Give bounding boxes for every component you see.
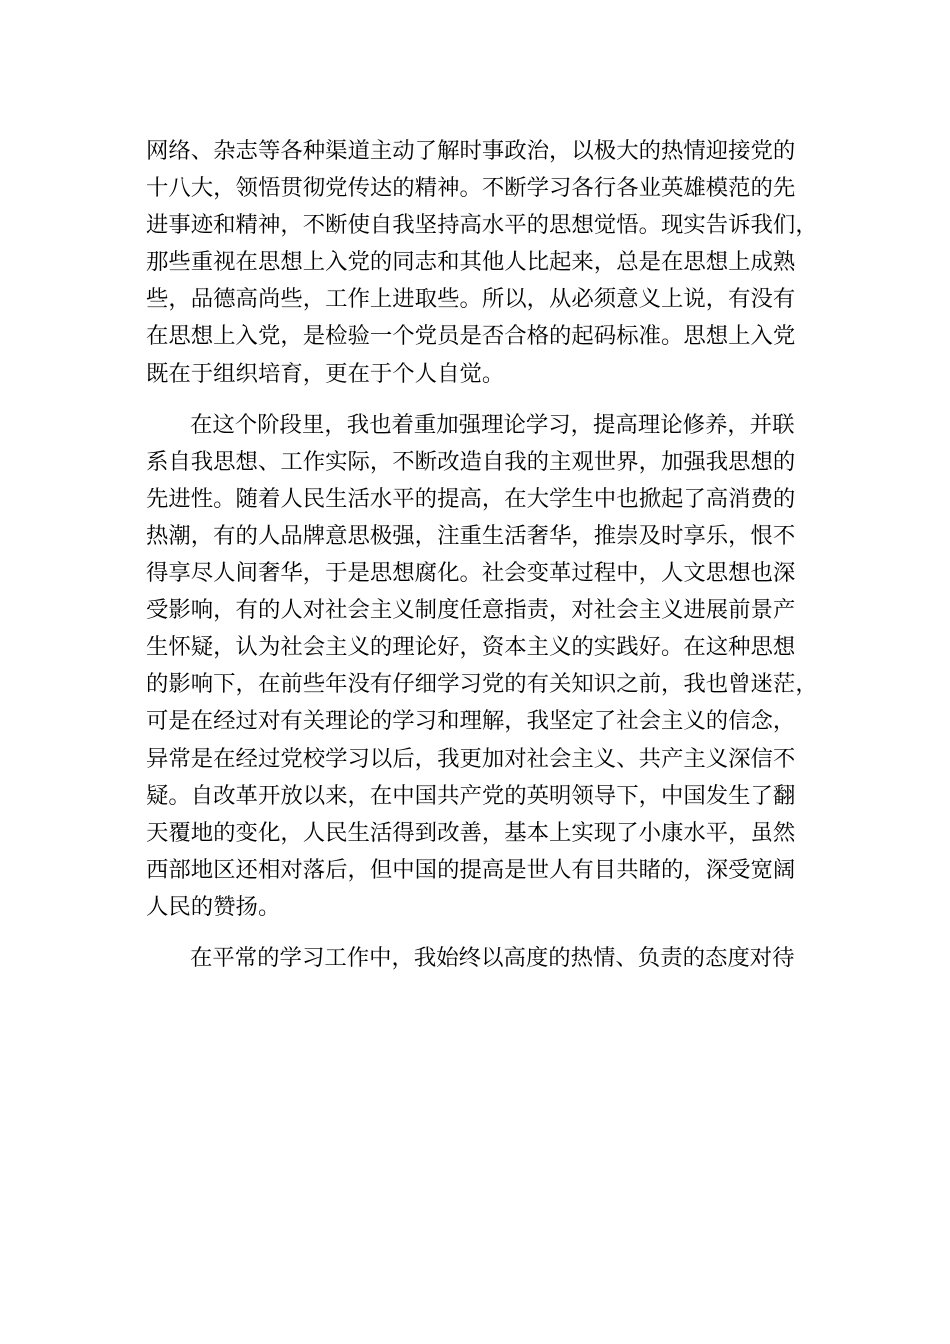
text-line: 天覆地的变化，人民生活得到改善，基本上实现了小康水平，虽然 [146, 819, 796, 846]
text-line: 在思想上入党，是检验一个党员是否合格的起码标准。思想上入党 [146, 323, 796, 350]
text-line: 既在于组织培育，更在于个人自觉。 [146, 360, 505, 387]
text-line: 异常是在经过党校学习以后，我更加对社会主义、共产主义深信不 [146, 745, 796, 772]
text-line: 在平常的学习工作中，我始终以高度的热情、负责的态度对待 [190, 944, 795, 971]
paragraph-3 [146, 940, 821, 977]
text-line: 十八大，领悟贯彻党传达的精神。不断学习各行各业英雄模范的先 [146, 175, 796, 202]
text-line: 得享尽人间奢华，于是思想腐化。社会变革过程中，人文思想也深 [146, 560, 796, 587]
text-line: 先进性。随着人民生活水平的提高，在大学生中也掀起了高消费的 [146, 485, 796, 512]
text-line: 疑。自改革开放以来，在中国共产党的英明领导下，中国发生了翻 [146, 782, 796, 809]
paragraph-gap [146, 393, 821, 407]
paragraph-2 [146, 407, 821, 926]
text-line: 网络、杂志等各种渠道主动了解时事政治，以极大的热情迎接党的 [146, 138, 796, 164]
text-line: 人民的赞扬。 [146, 893, 281, 920]
paragraph-gap [146, 926, 821, 940]
document-body [146, 133, 821, 977]
text-line: 系自我思想、工作实际，不断改造自我的主观世界，加强我思想的 [146, 448, 796, 475]
text-line: 在这个阶段里，我也着重加强理论学习，提高理论修养，并联 [190, 411, 795, 438]
text-line: 那些重视在思想上入党的同志和其他人比起来，总是在思想上成熟 [146, 249, 796, 276]
text-line: 西部地区还相对落后，但中国的提高是世人有目共睹的，深受宽阔 [146, 856, 796, 883]
text-line: 受影响，有的人对社会主义制度任意指责，对社会主义进展前景产 [146, 597, 796, 624]
text-line: 些，品德高尚些，工作上进取些。所以，从必须意义上说，有没有 [146, 286, 796, 313]
text-line: 生怀疑，认为社会主义的理论好，资本主义的实践好。在这种思想 [146, 634, 796, 661]
text-line: 的影响下，在前些年没有仔细学习党的有关知识之前，我也曾迷茫， [146, 671, 818, 698]
paragraph-1 [146, 133, 821, 393]
text-line: 可是在经过对有关理论的学习和理解，我坚定了社会主义的信念， [146, 708, 796, 735]
text-line: 进事迹和精神，不断使自我坚持高水平的思想觉悟。现实告诉我们， [146, 212, 818, 239]
text-line: 热潮，有的人品牌意思极强，注重生活奢华，推崇及时享乐，恨不 [146, 522, 796, 549]
